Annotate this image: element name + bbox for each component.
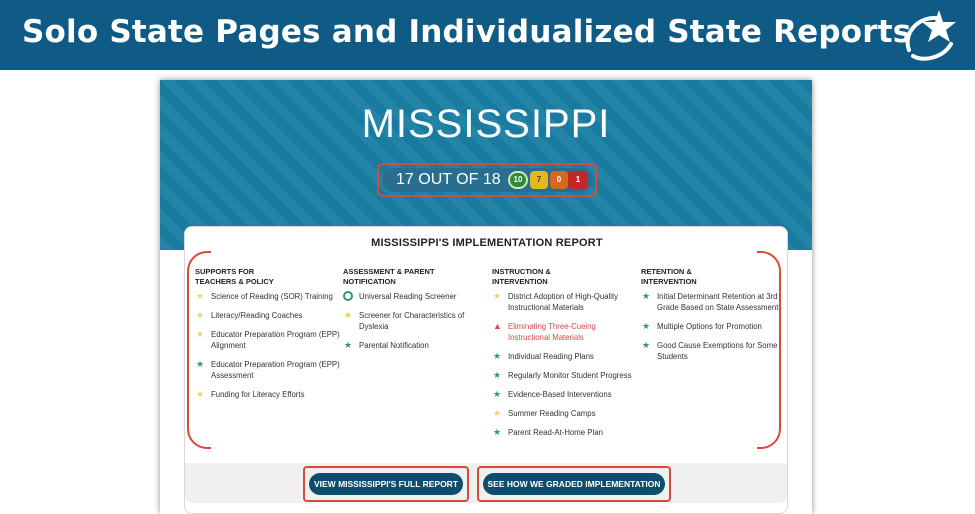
report-item[interactable]: [195, 389, 340, 400]
report-title: MISSISSIPPI'S IMPLEMENTATION REPORT: [371, 237, 603, 249]
green-star-icon: ★: [642, 321, 651, 331]
green-star-icon: ★: [493, 389, 502, 399]
report-item[interactable]: [195, 291, 340, 302]
title-banner: [0, 0, 975, 70]
green-star-icon: ★: [493, 427, 502, 437]
green-ring-star-icon: [343, 291, 353, 301]
report-item[interactable]: [343, 310, 488, 332]
slide-title: Solo State Pages and Individualized State Reports: [22, 14, 912, 50]
report-item[interactable]: [343, 291, 488, 302]
report-item-label: Universal Reading Screener: [359, 292, 457, 301]
report-item-label: Science of Reading (SOR) Training: [211, 292, 333, 301]
green-star-icon: ★: [344, 340, 353, 350]
score-text: 17 OUT OF 18: [396, 171, 501, 188]
red-count-badge: 1: [568, 171, 588, 189]
green-star-icon: ★: [493, 351, 502, 361]
report-item[interactable]: [195, 329, 340, 351]
yellow-star-icon: ★: [196, 329, 205, 339]
report-column-3: [492, 267, 637, 446]
report-item-label: Summer Reading Camps: [508, 409, 596, 418]
green-count-badge: 10: [508, 171, 528, 189]
graded-highlight-box: [477, 466, 671, 502]
yellow-star-icon: ★: [344, 310, 353, 320]
see-how-graded-button[interactable]: SEE HOW WE GRADED IMPLEMENTATION: [483, 473, 665, 495]
score-highlight-box: [377, 163, 597, 197]
report-item[interactable]: [195, 359, 340, 381]
report-item-label: Parental Notification: [359, 341, 429, 350]
red-triangle-icon: ▲: [493, 321, 502, 331]
website-screenshot: [160, 80, 812, 514]
report-column-2: [343, 267, 488, 359]
highlight-bracket-right: [757, 251, 781, 449]
report-column-1: [195, 267, 340, 408]
report-item-label: Funding for Literacy Efforts: [211, 390, 305, 399]
report-item-label: Educator Preparation Program (EPP) Assessment: [211, 360, 340, 380]
report-footer: [185, 463, 787, 503]
column-heading: RETENTION & INTERVENTION: [641, 267, 697, 286]
column-heading: SUPPORTS FOR TEACHERS & POLICY: [195, 267, 274, 286]
column-heading: ASSESSMENT & PARENT NOTIFICATION: [343, 267, 435, 286]
report-item-label: Individual Reading Plans: [508, 352, 594, 361]
yellow-count-badge: 7: [530, 171, 548, 189]
report-item-label: Parent Read-At-Home Plan: [508, 428, 603, 437]
green-star-icon: ★: [642, 291, 651, 301]
report-item-label: Regularly Monitor Student Progress: [508, 371, 632, 380]
report-item-label: Multiple Options for Promotion: [657, 322, 762, 331]
highlight-bracket-left: [187, 251, 211, 449]
report-item[interactable]: [492, 427, 637, 438]
green-star-icon: ★: [196, 359, 205, 369]
report-item-label: Evidence-Based Interventions: [508, 390, 612, 399]
report-item[interactable]: [492, 321, 637, 343]
green-star-icon: ★: [642, 340, 651, 350]
yellow-star-icon: ★: [196, 389, 205, 399]
full-report-highlight-box: [303, 466, 469, 502]
report-item[interactable]: [492, 351, 637, 362]
green-star-icon: ★: [493, 370, 502, 380]
report-item[interactable]: [343, 340, 488, 351]
view-full-report-button[interactable]: VIEW MISSISSIPPI'S FULL REPORT: [309, 473, 463, 495]
report-item-label: District Adoption of High-Quality Instructional Materials: [508, 292, 619, 312]
yellow-star-icon: ★: [493, 291, 502, 301]
orange-count-badge: 0: [550, 171, 568, 189]
report-item[interactable]: [492, 408, 637, 419]
report-item-label: Educator Preparation Program (EPP) Alignment: [211, 330, 340, 350]
yellow-star-icon: ★: [196, 291, 205, 301]
report-item[interactable]: [492, 389, 637, 400]
report-item-label: Good Cause Exemptions for Some Students: [657, 341, 778, 361]
report-item[interactable]: [492, 291, 637, 313]
report-item-label: Eliminating Three-Cueing Instructional Materials: [508, 322, 596, 342]
report-item-label: Initial Determinant Retention at 3rd Grade Based on State Assessment: [657, 292, 779, 312]
report-item[interactable]: [195, 310, 340, 321]
yellow-star-icon: ★: [493, 408, 502, 418]
star-swoosh-icon: [899, 6, 961, 64]
column-heading: INSTRUCTION & INTERVENTION: [492, 267, 551, 286]
state-name: MISSISSIPPI: [361, 102, 611, 146]
report-item-label: Screener for Characteristics of Dyslexia: [359, 311, 465, 331]
report-item-label: Literacy/Reading Coaches: [211, 311, 303, 320]
report-item[interactable]: [492, 370, 637, 381]
state-hero: [160, 80, 812, 250]
yellow-star-icon: ★: [196, 310, 205, 320]
implementation-report-card: [184, 226, 788, 514]
